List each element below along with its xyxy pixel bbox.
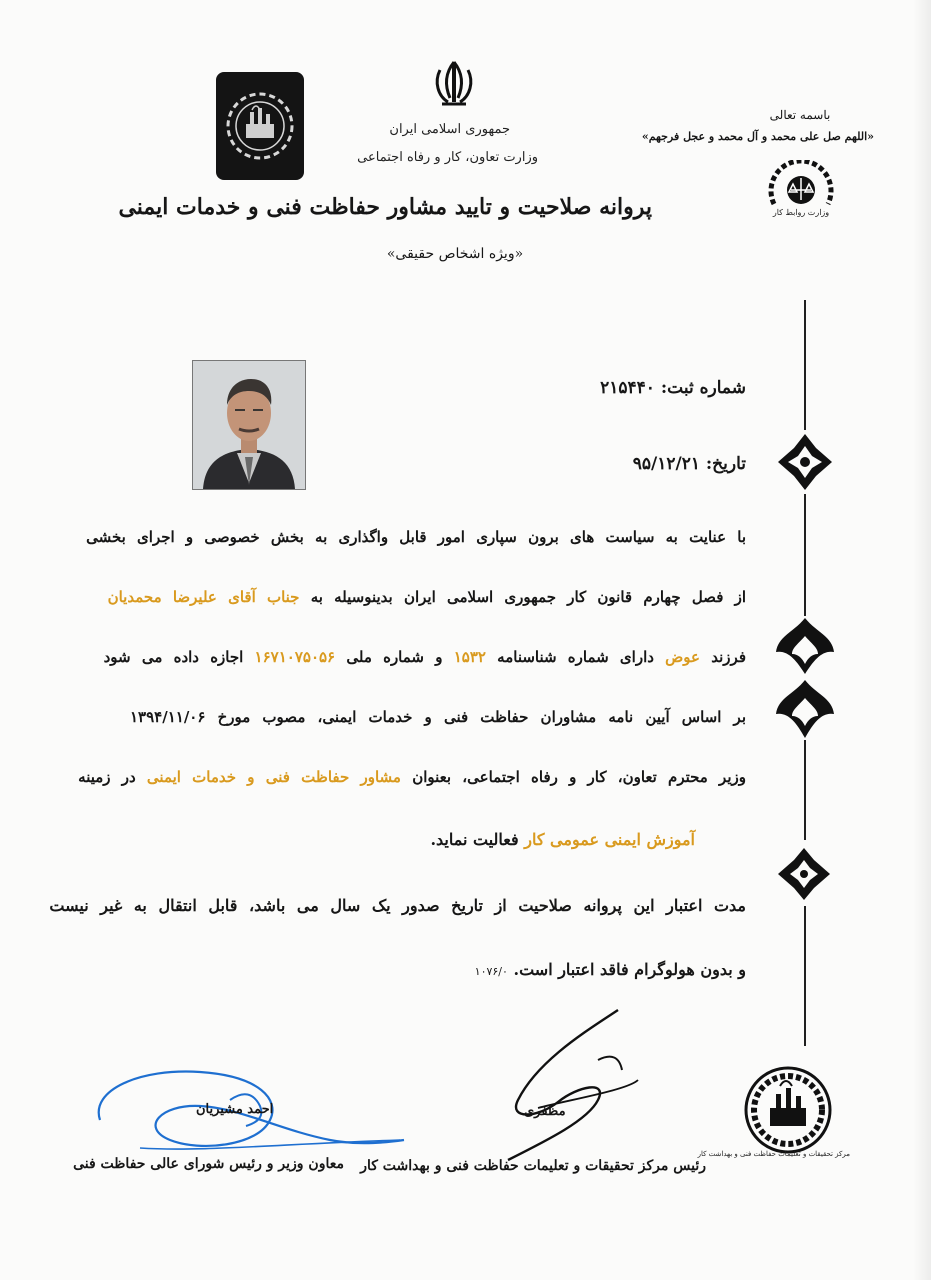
- certificate-title: پروانه صلاحیت و تایید مشاور حفاظت فنی و خدمات ایمنی: [118, 194, 652, 220]
- body-line-4: بر اساس آیین نامه مشاوران حفاظت فنی و خدمات ایمنی، مصوب مورخ ۱۳۹۴/۱۱/۰۶: [130, 708, 746, 726]
- institute-round-seal-icon: [740, 1064, 836, 1156]
- document-code: ۱۰۷۶/۰: [474, 965, 508, 978]
- right-signer-title: رئیس مرکز تحقیقات و تعلیمات حفاظت فنی و بهداشت کار: [360, 1158, 706, 1174]
- body-line-1: با عنایت به سیاست های برون سپاری امور قابل واگذاری به بخش خصوصی و اجرای بخشی: [86, 528, 746, 546]
- body-line-6: آموزش ایمنی عمومی کار فعالیت نماید.: [430, 830, 695, 849]
- ornament-line: [804, 740, 806, 840]
- validity-line-1: مدت اعتبار این پروانه صلاحیت از تاریخ صدور یک سال می باشد، قابل انتقال به غیر نیست: [49, 896, 746, 915]
- date-label: تاریخ:: [705, 454, 746, 474]
- right-signer-name: مظفری: [524, 1104, 566, 1119]
- invocation-text: باسمه تعالی: [769, 108, 831, 122]
- national-emblem-icon: [432, 58, 476, 108]
- registration-number: ۲۱۵۴۴۰: [600, 378, 655, 398]
- father-name: عوض: [665, 648, 701, 666]
- person-portrait-icon: [193, 361, 305, 489]
- ministry-name: وزارت تعاون، کار و رفاه اجتماعی: [357, 150, 538, 165]
- black-signature-icon: [478, 990, 658, 1170]
- ornament-line: [804, 906, 806, 1046]
- body-line-2: از فصل چهارم قانون کار جمهوری اسلامی ایران بدینوسیله به جناب آقای علیرضا محمدیان: [107, 588, 746, 606]
- validity-line-2: و بدون هولوگرام فاقد اعتبار است. ۱۰۷۶/۰: [474, 960, 746, 979]
- country-name: جمهوری اسلامی ایران: [389, 122, 510, 137]
- left-signer-name: احمد مشیریان: [196, 1102, 274, 1117]
- institute-seal-caption: مرکز تحقیقات و تعلیمات حفاظت فنی و بهداشت کار: [697, 1150, 850, 1158]
- left-signer-title: معاون وزیر و رئیس شورای عالی حفاظت فنی: [73, 1156, 344, 1172]
- ministry-seal-caption: وزارت روابط کار: [772, 208, 830, 217]
- national-id: ۱۶۷۱۰۷۵۰۵۶: [254, 648, 336, 666]
- gear-factory-icon: [222, 86, 298, 166]
- floral-ornament-icon: [772, 614, 838, 742]
- arabesque-ornament-icon: [776, 846, 832, 902]
- institute-seal-black: [216, 72, 304, 180]
- registration-label: شماره ثبت:: [660, 378, 746, 398]
- salawat-text: «اللهم صل علی محمد و آل محمد و عجل فرجهم»: [641, 130, 874, 143]
- date-row: [560, 454, 746, 474]
- certificate-subtitle: «ویژه اشخاص حقیقی»: [386, 246, 524, 262]
- body-line-3: فرزند عوض دارای شماره شناسنامه ۱۵۳۲ و شماره ملی ۱۶۷۱۰۷۵۰۵۶ اجازه داده می شود: [103, 648, 746, 666]
- consultant-role: مشاور حفاظت فنی و خدمات ایمنی: [146, 768, 401, 786]
- body-line-5: وزیر محترم تعاون، کار و رفاه اجتماعی، بعنوان مشاور حفاظت فنی و خدمات ایمنی در زمینه: [78, 768, 746, 786]
- page-edge: [913, 0, 931, 1280]
- arabesque-ornament-icon: [776, 432, 834, 492]
- id-number: ۱۵۳۲: [453, 648, 486, 666]
- holder-photo: [192, 360, 306, 490]
- ornament-line: [804, 494, 806, 616]
- date-value: ۹۵/۱۲/۲۱: [632, 454, 700, 474]
- activity-field: آموزش ایمنی عمومی کار: [524, 830, 695, 849]
- ornament-line: [804, 300, 806, 430]
- holder-name: جناب آقای علیرضا محمدیان: [107, 588, 300, 606]
- registration-row: [550, 378, 746, 398]
